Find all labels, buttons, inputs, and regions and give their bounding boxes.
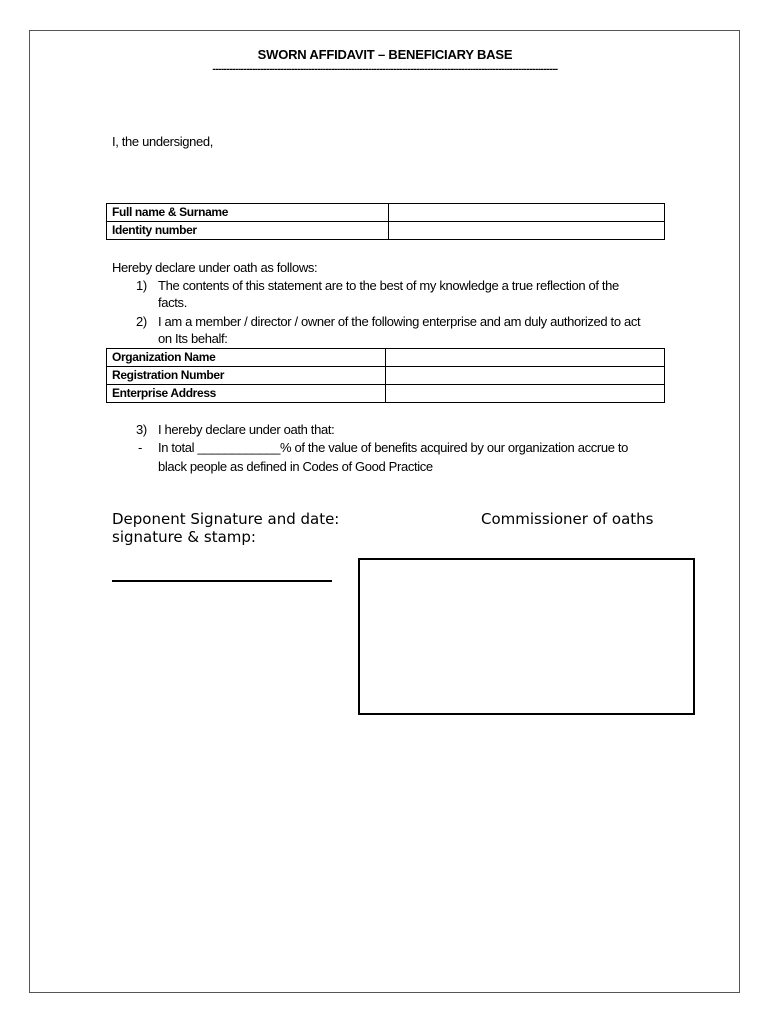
identity-number-label: Identity number <box>107 222 389 240</box>
benefit-percentage-line1[interactable]: In total ____________% of the value of benefits acquired by our organization accrue to <box>158 440 629 455</box>
declaration-item-1-line2: facts. <box>158 295 187 310</box>
list-marker: 3) <box>136 422 147 437</box>
table-row <box>107 385 665 403</box>
table-row <box>107 222 665 240</box>
table-row <box>107 367 665 385</box>
identity-table <box>106 203 665 240</box>
bullet-marker: - <box>138 440 142 455</box>
table-row <box>107 349 665 367</box>
full-name-label: Full name & Surname <box>107 204 389 222</box>
list-marker: 1) <box>136 278 147 293</box>
organization-name-label: Organization Name <box>107 349 386 367</box>
declaration-heading: Hereby declare under oath as follows: <box>112 260 318 275</box>
intro-text: I, the undersigned, <box>112 134 214 149</box>
list-marker: 2) <box>136 314 147 329</box>
document-title: SWORN AFFIDAVIT – BENEFICIARY BASE <box>257 47 513 62</box>
registration-number-field[interactable] <box>385 367 664 385</box>
declaration-item-2-line2: on Its behalf: <box>158 331 228 346</box>
enterprise-table <box>106 348 665 403</box>
commissioner-stamp-box[interactable] <box>358 558 695 715</box>
registration-number-label: Registration Number <box>107 367 386 385</box>
identity-number-field[interactable] <box>388 222 664 240</box>
declaration-item-1-line1: The contents of this statement are to the best of my knowledge a true reflection of the <box>158 278 619 293</box>
deponent-signature-line[interactable] <box>112 580 332 582</box>
full-name-field[interactable] <box>388 204 664 222</box>
deponent-signature-label: Deponent Signature and date: <box>112 510 340 528</box>
commissioner-label: Commissioner of oaths <box>481 510 654 528</box>
enterprise-address-field[interactable] <box>385 385 664 403</box>
title-underline-rule: -------------------------------------------------------------------------------------------------------------------------- <box>212 64 558 75</box>
oath-item-3-text: I hereby declare under oath that: <box>158 422 335 437</box>
benefit-percentage-line2: black people as defined in Codes of Good Practice <box>158 459 433 474</box>
organization-name-field[interactable] <box>385 349 664 367</box>
enterprise-address-label: Enterprise Address <box>107 385 386 403</box>
stamp-label: signature & stamp: <box>112 528 256 546</box>
table-row <box>107 204 665 222</box>
declaration-item-2-line1: I am a member / director / owner of the following enterprise and am duly authorized to act <box>158 314 641 329</box>
